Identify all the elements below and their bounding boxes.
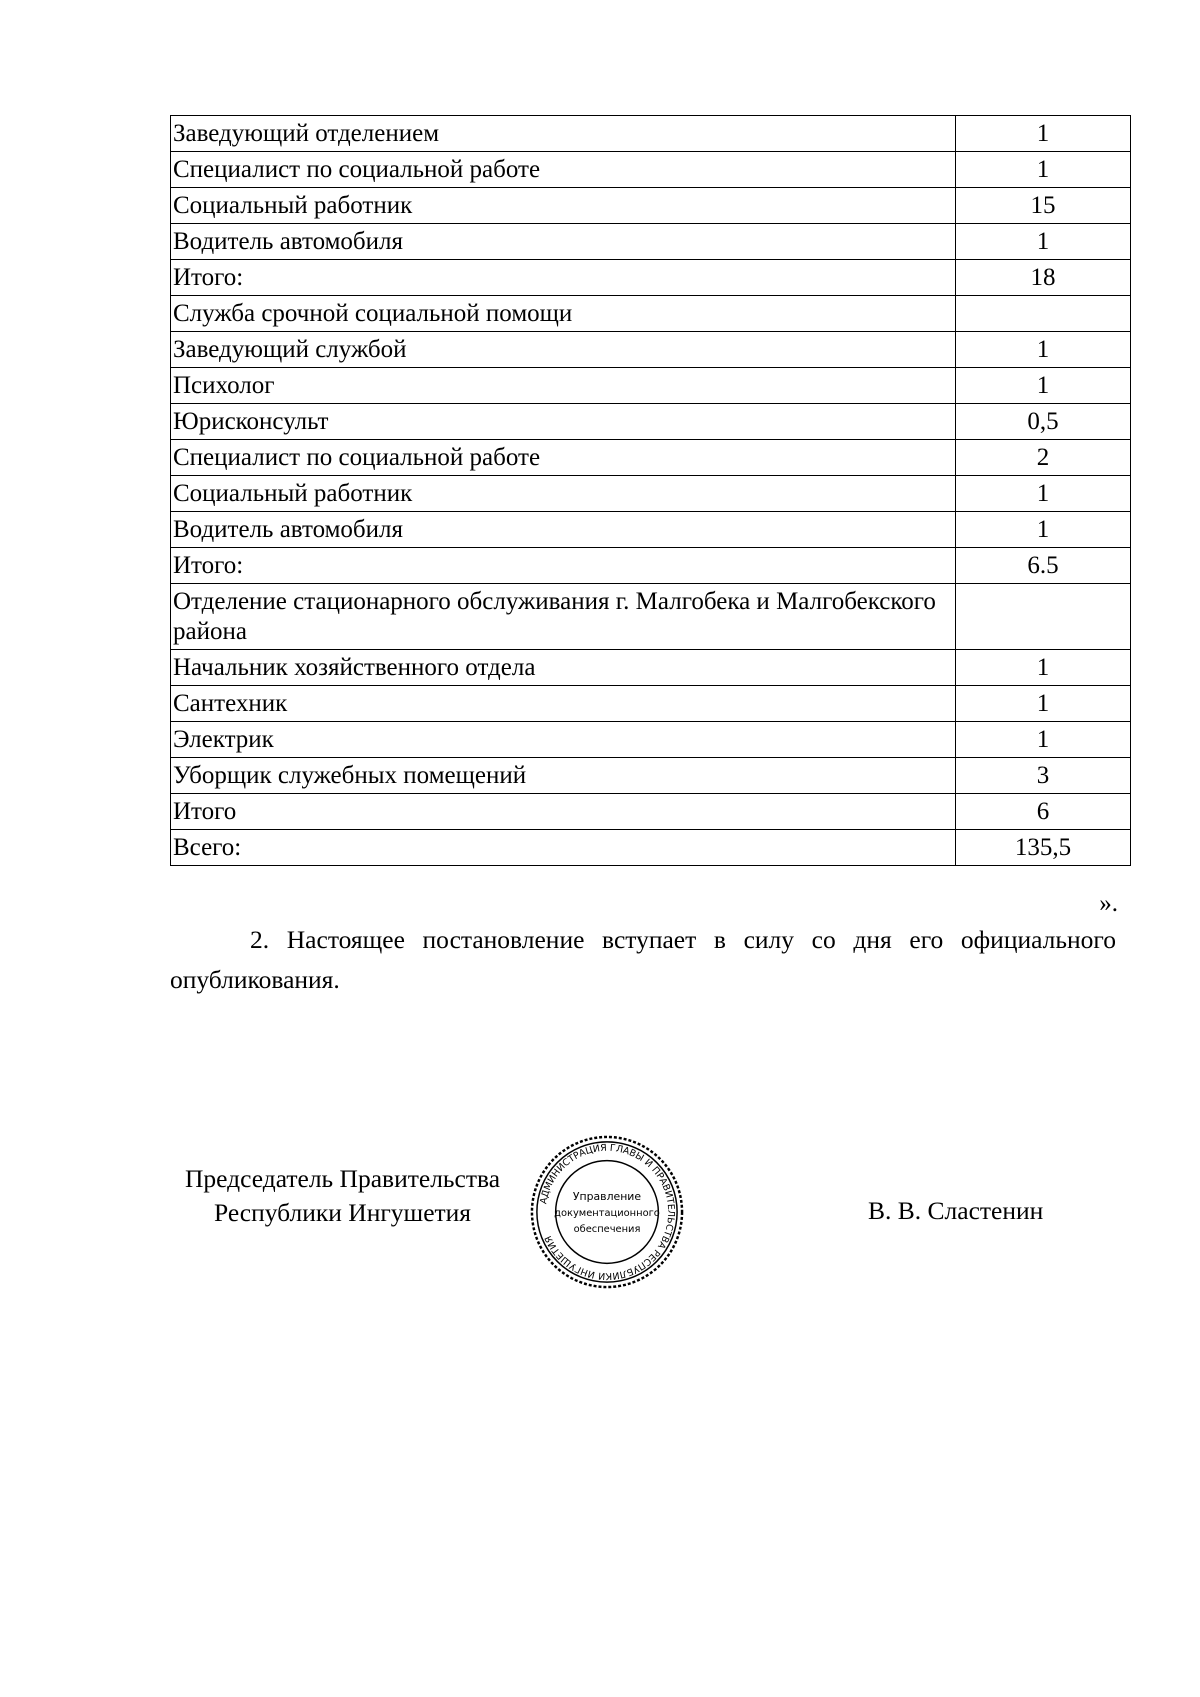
- position-name-cell: Служба срочной социальной помощи: [171, 296, 956, 332]
- position-name-cell: Социальный работник: [171, 188, 956, 224]
- staff-count-cell: 1: [956, 686, 1131, 722]
- table-row: [171, 224, 1131, 260]
- table-row: [171, 404, 1131, 440]
- table-row: [171, 794, 1131, 830]
- table-row: [171, 512, 1131, 548]
- signatory-position: [185, 1162, 500, 1230]
- table-row: [171, 548, 1131, 584]
- table-row: [171, 152, 1131, 188]
- position-name-cell: Сантехник: [171, 686, 956, 722]
- closing-quote: ».: [1099, 890, 1118, 917]
- staff-count-cell: 1: [956, 224, 1131, 260]
- seal-outer-text: АДМИНИСТРАЦИЯ ГЛАВЫ И ПРАВИТЕЛЬСТВА РЕСПУБЛИКИ ИНГУШЕТИЯ: [538, 1142, 677, 1282]
- table-row: [171, 260, 1131, 296]
- staff-count-cell: 18: [956, 260, 1131, 296]
- position-name-cell: Психолог: [171, 368, 956, 404]
- position-name-cell: Начальник хозяйственного отдела: [171, 650, 956, 686]
- position-name-cell: Водитель автомобиля: [171, 224, 956, 260]
- table-row: [171, 686, 1131, 722]
- table-row: [171, 296, 1131, 332]
- table-row: [171, 332, 1131, 368]
- position-name-cell: Всего:: [171, 830, 956, 866]
- table-row: [171, 830, 1131, 866]
- staff-table: [170, 115, 1131, 866]
- staff-count-cell: 1: [956, 512, 1131, 548]
- position-name-cell: Специалист по социальной работе: [171, 440, 956, 476]
- staff-count-cell: 1: [956, 722, 1131, 758]
- position-name-cell: Специалист по социальной работе: [171, 152, 956, 188]
- position-name-cell: Заведующий службой: [171, 332, 956, 368]
- official-seal: [528, 1133, 686, 1291]
- table-row: [171, 368, 1131, 404]
- position-name-cell: Социальный работник: [171, 476, 956, 512]
- staff-count-cell: 1: [956, 476, 1131, 512]
- staff-count-cell: 1: [956, 152, 1131, 188]
- position-name-cell: Итого:: [171, 260, 956, 296]
- seal-line3: обеспечения: [573, 1223, 641, 1235]
- position-name-cell: Юрисконсульт: [171, 404, 956, 440]
- staff-count-cell: 2: [956, 440, 1131, 476]
- position-name-cell: Итого: [171, 794, 956, 830]
- effective-date-paragraph: 2. Настоящее постановление вступает в силу со дня его официального опубликования.: [170, 925, 1116, 994]
- table-row: [171, 188, 1131, 224]
- signatory-name: В. В. Сластенин: [868, 1196, 1044, 1225]
- staff-count-cell: [956, 296, 1131, 332]
- position-name-cell: Итого:: [171, 548, 956, 584]
- position-name-cell: Водитель автомобиля: [171, 512, 956, 548]
- table-row: [171, 758, 1131, 794]
- staff-count-cell: 135,5: [956, 830, 1131, 866]
- staff-count-cell: 1: [956, 332, 1131, 368]
- position-name-cell: Заведующий отделением: [171, 116, 956, 152]
- staff-count-cell: 1: [956, 368, 1131, 404]
- table-row: [171, 650, 1131, 686]
- staff-count-cell: 1: [956, 116, 1131, 152]
- table-row: [171, 722, 1131, 758]
- staff-count-cell: [956, 584, 1131, 650]
- position-name-cell: Уборщик служебных помещений: [171, 758, 956, 794]
- staff-count-cell: 3: [956, 758, 1131, 794]
- table-row: [171, 584, 1131, 650]
- signatory-position-line2: Республики Ингушетия: [213, 1198, 472, 1227]
- table-row: [171, 476, 1131, 512]
- table-row: [171, 116, 1131, 152]
- staff-count-cell: 6: [956, 794, 1131, 830]
- signatory-position-line1: Председатель Правительства: [185, 1164, 501, 1193]
- staff-count-cell: 6.5: [956, 548, 1131, 584]
- staff-count-cell: 1: [956, 650, 1131, 686]
- table-body: [171, 116, 1131, 866]
- seal-line2: документационного: [554, 1207, 660, 1219]
- table-row: [171, 440, 1131, 476]
- seal-line1: Управление: [572, 1190, 642, 1204]
- staff-count-cell: 0,5: [956, 404, 1131, 440]
- position-name-cell: Электрик: [171, 722, 956, 758]
- position-name-cell: Отделение стационарного обслуживания г. Малгобека и Малгобекского района: [171, 584, 956, 650]
- staff-count-cell: 15: [956, 188, 1131, 224]
